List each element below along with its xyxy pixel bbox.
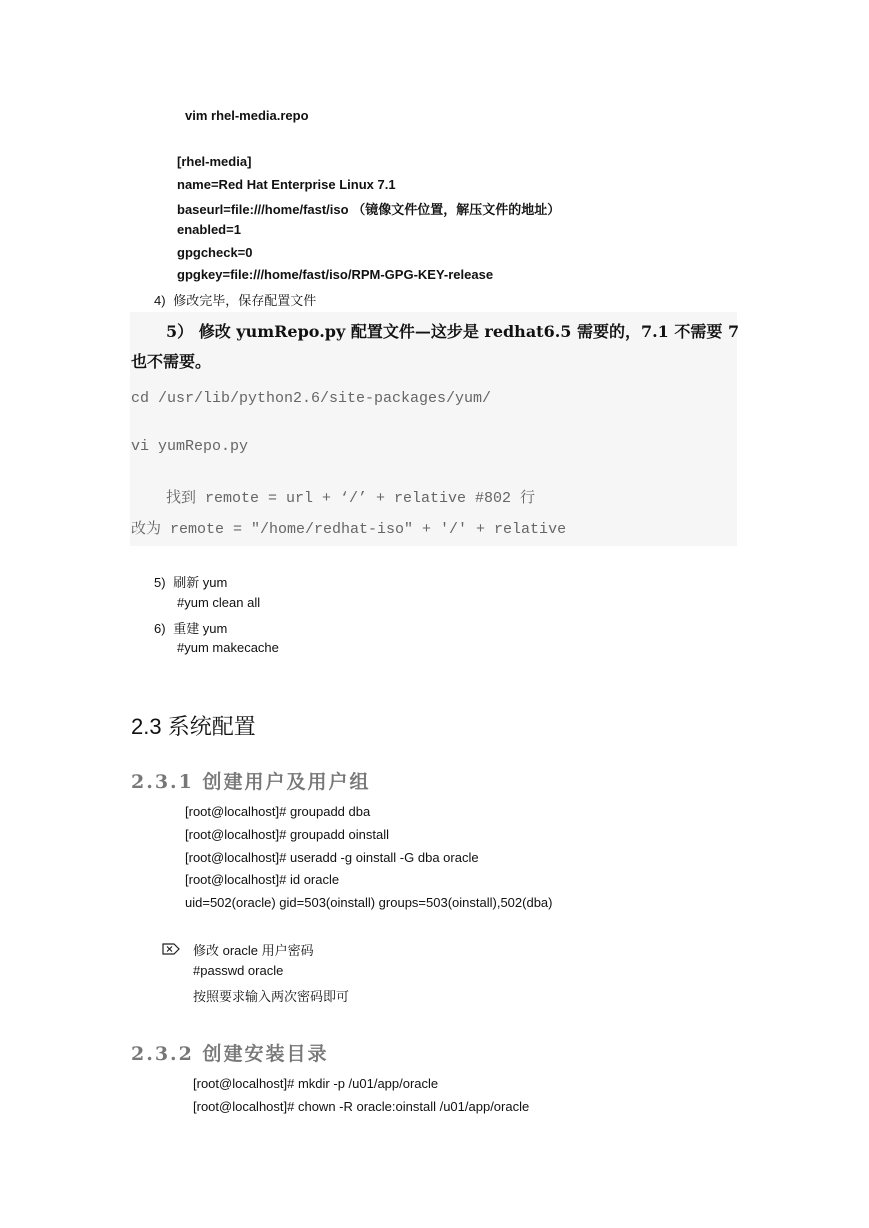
repo-line: gpgcheck=0 bbox=[177, 245, 253, 260]
repo-line: [rhel-media] bbox=[177, 154, 252, 169]
step-number: 6) bbox=[154, 621, 166, 636]
command-line: [root@localhost]# mkdir -p /u01/app/oracle bbox=[193, 1076, 439, 1091]
code-block-heading-cont: 也不需要。 bbox=[131, 352, 212, 371]
command-line: [root@localhost]# chown -R oracle:oinstall /u01/app/oracle bbox=[193, 1099, 530, 1114]
bullet-command: #passwd oracle bbox=[193, 963, 284, 978]
step-number: 4) bbox=[154, 293, 166, 308]
step-6-command: #yum makecache bbox=[177, 640, 279, 655]
section-2-3-2-heading: 2.3.2 创建安装目录 bbox=[131, 1043, 329, 1065]
step-5-command: #yum clean all bbox=[177, 595, 261, 610]
command-line: [root@localhost]# groupadd dba bbox=[185, 804, 371, 819]
command-line: uid=502(oracle) gid=503(oinstall) groups=503(oinstall),502(dba) bbox=[185, 895, 553, 910]
step-text: 修改完毕，保存配置文件 bbox=[173, 293, 317, 308]
step-4 bbox=[154, 290, 316, 309]
code-block-heading: 5） 修改 yumRepo.py 配置文件—这步是 redhat6.5 需要的，7.1 不需要 7 bbox=[166, 322, 740, 341]
find-line: 找到 remote = url + ‘/’ + relative #802 行 bbox=[166, 490, 536, 507]
cd-command: cd /usr/lib/python2.6/site-packages/yum/ bbox=[131, 390, 492, 407]
command-line: [root@localhost]# useradd -g oinstall -G dba oracle bbox=[185, 850, 479, 865]
command-line: [root@localhost]# id oracle bbox=[185, 872, 340, 887]
vi-command: vi yumRepo.py bbox=[131, 438, 249, 455]
section-2-3-1-heading: 2.3.1 创建用户及用户组 bbox=[131, 771, 371, 793]
step-text: 刷新 yum bbox=[173, 575, 228, 590]
repo-line: baseurl=file:///home/fast/iso （镜像文件位置，解压文件的地址） bbox=[177, 202, 561, 217]
repo-line: gpgkey=file:///home/fast/iso/RPM-GPG-KEY-release bbox=[177, 267, 494, 282]
vim-command: vim rhel-media.repo bbox=[185, 108, 309, 123]
change-line: 改为 remote = "/home/redhat-iso" + '/' + relative bbox=[131, 521, 567, 538]
code-block bbox=[130, 312, 740, 546]
step-5 bbox=[154, 572, 227, 591]
step-6 bbox=[154, 618, 227, 637]
step-number: 5) bbox=[154, 575, 166, 590]
command-line: [root@localhost]# groupadd oinstall bbox=[185, 827, 389, 842]
section-2-3-heading: 2.3 系统配置 bbox=[131, 714, 256, 739]
bullet-text: 修改 oracle 用户密码 bbox=[193, 943, 314, 958]
repo-line: enabled=1 bbox=[177, 222, 241, 237]
bullet-note: 按照要求输入两次密码即可 bbox=[193, 989, 350, 1004]
repo-line: name=Red Hat Enterprise Linux 7.1 bbox=[177, 177, 396, 192]
step-text: 重建 yum bbox=[173, 621, 228, 636]
pointer-box-icon bbox=[162, 942, 180, 960]
